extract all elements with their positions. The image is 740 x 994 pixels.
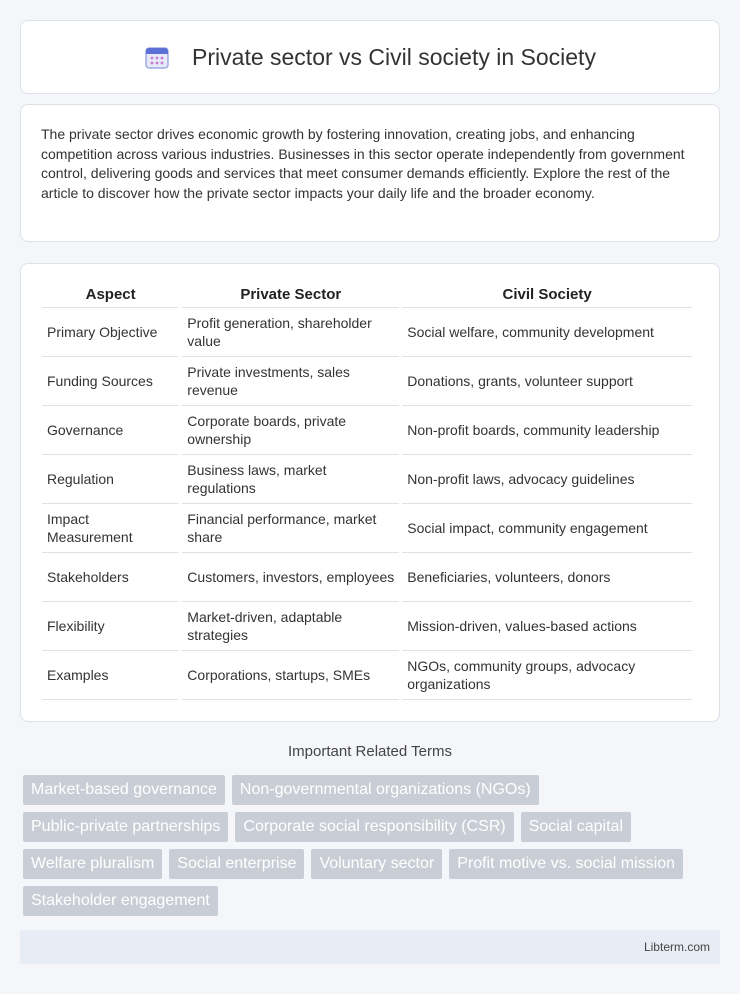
header-aspect: Aspect xyxy=(42,284,179,308)
table-row xyxy=(42,553,692,602)
comparison-table-card xyxy=(20,263,720,722)
table-row xyxy=(42,406,692,455)
table-row xyxy=(42,602,692,651)
related-term-tag[interactable]: Welfare pluralism xyxy=(23,849,162,879)
title-card xyxy=(20,20,720,94)
cell-private: Customers, investors, employees xyxy=(182,553,399,602)
related-term-tag[interactable]: Corporate social responsibility (CSR) xyxy=(235,812,513,842)
cell-aspect: Impact Measurement xyxy=(42,504,179,553)
cell-private: Private investments, sales revenue xyxy=(182,357,399,406)
related-terms-heading: Important Related Terms xyxy=(288,743,452,760)
related-term-tag[interactable]: Stakeholder engagement xyxy=(23,886,218,916)
table-row xyxy=(42,504,692,553)
cell-civil: NGOs, community groups, advocacy organizations xyxy=(402,651,692,700)
cell-civil: Beneficiaries, volunteers, donors xyxy=(402,553,692,602)
cell-private: Corporate boards, private ownership xyxy=(182,406,399,455)
table-row xyxy=(42,651,692,700)
cell-civil: Social welfare, community development xyxy=(402,308,692,357)
table-row xyxy=(42,455,692,504)
header-private-sector: Private Sector xyxy=(182,284,399,308)
cell-civil: Social impact, community engagement xyxy=(402,504,692,553)
cell-aspect: Flexibility xyxy=(42,602,179,651)
cell-private: Business laws, market regulations xyxy=(182,455,399,504)
page-title: Private sector vs Civil society in Society xyxy=(192,43,596,70)
cell-aspect: Funding Sources xyxy=(42,357,179,406)
cell-aspect: Examples xyxy=(42,651,179,700)
footer xyxy=(20,930,720,964)
related-terms-list xyxy=(23,775,723,916)
cell-private: Profit generation, shareholder value xyxy=(182,308,399,357)
cell-private: Corporations, startups, SMEs xyxy=(182,651,399,700)
related-term-tag[interactable]: Market-based governance xyxy=(23,775,225,805)
cell-private: Market-driven, adaptable strategies xyxy=(182,602,399,651)
footer-site-link[interactable]: Libterm.com xyxy=(643,940,710,954)
intro-card xyxy=(20,104,720,242)
intro-paragraph: The private sector drives economic growth by fostering innovation, creating jobs, and enhancing competition across various industries. Businesses in this sector operate independently from government control, delivering goods and services that meet consumer demands efficiently. Explore the rest of the article to discover how the private sector impacts your daily life and the broader economy. xyxy=(41,126,685,201)
related-term-tag[interactable]: Social enterprise xyxy=(169,849,304,879)
cell-civil: Donations, grants, volunteer support xyxy=(402,357,692,406)
cell-civil: Non-profit boards, community leadership xyxy=(402,406,692,455)
table-row xyxy=(42,308,692,357)
comparison-table xyxy=(39,284,695,700)
calendar-icon xyxy=(144,44,170,70)
related-term-tag[interactable]: Profit motive vs. social mission xyxy=(449,849,683,879)
related-term-tag[interactable]: Non-governmental organizations (NGOs) xyxy=(232,775,539,805)
table-header-row xyxy=(42,284,692,308)
cell-aspect: Primary Objective xyxy=(42,308,179,357)
related-term-tag[interactable]: Public-private partnerships xyxy=(23,812,228,842)
related-term-tag[interactable]: Social capital xyxy=(521,812,631,842)
header-civil-society: Civil Society xyxy=(402,284,692,308)
cell-private: Financial performance, market share xyxy=(182,504,399,553)
related-term-tag[interactable]: Voluntary sector xyxy=(311,849,442,879)
cell-aspect: Governance xyxy=(42,406,179,455)
cell-civil: Mission-driven, values-based actions xyxy=(402,602,692,651)
cell-aspect: Regulation xyxy=(42,455,179,504)
table-row xyxy=(42,357,692,406)
cell-civil: Non-profit laws, advocacy guidelines xyxy=(402,455,692,504)
cell-aspect: Stakeholders xyxy=(42,553,179,602)
